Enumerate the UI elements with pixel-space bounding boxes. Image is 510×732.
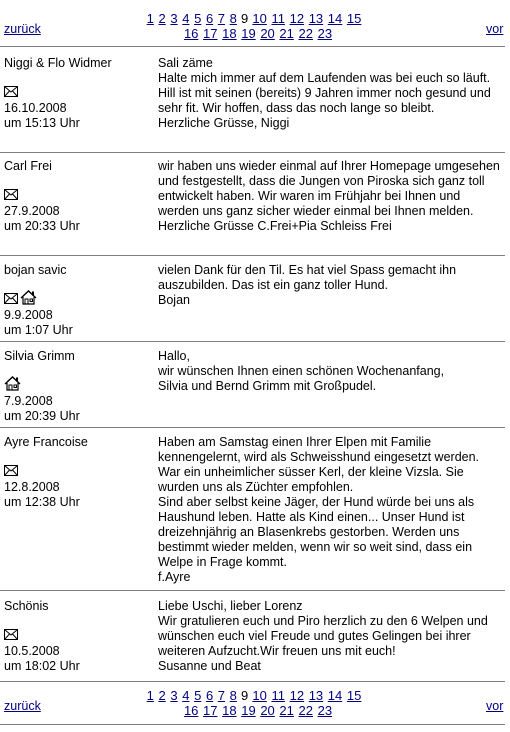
contact-icons — [4, 186, 149, 204]
page-links — [0, 688, 510, 718]
page-link-2[interactable]: 2 — [158, 688, 166, 703]
page-link-5[interactable]: 5 — [194, 688, 202, 703]
page-link-16[interactable]: 16 — [183, 26, 199, 41]
mail-icon[interactable] — [4, 86, 18, 97]
page-link-10[interactable]: 10 — [252, 688, 267, 703]
author-name: Ayre Francoise — [4, 435, 88, 449]
author-name: Silvia Grimm — [4, 349, 75, 363]
entry-meta — [4, 56, 149, 131]
message-paragraph: Herzliche Grüsse, Niggi — [158, 116, 290, 130]
divider — [0, 427, 505, 428]
page-link-13[interactable]: 13 — [308, 688, 324, 703]
page-link-19[interactable]: 19 — [241, 26, 256, 41]
page-links — [0, 11, 510, 41]
message-paragraph: wir haben uns wieder einmal auf Ihrer Homepage umgesehen und festgestellt, dass die Jungen von Piroska sich ganz toll entwickelt haben. Wir waren im Frühjahr bei Ihnen und werden uns ganz sicher wieder einmal bei Ihnen melden. — [158, 159, 504, 218]
page-row-2 — [6, 703, 510, 718]
entry-meta — [4, 435, 149, 510]
current-page-number: 9 — [241, 11, 249, 26]
page-link-3[interactable]: 3 — [170, 688, 178, 703]
page-link-8[interactable]: 8 — [229, 688, 237, 703]
message-paragraph: Susanne und Beat — [158, 659, 261, 673]
page-link-19[interactable]: 19 — [241, 703, 256, 718]
page-row-2 — [6, 26, 510, 41]
message-paragraph: Halte mich immer auf dem Laufenden was bei euch so läuft. — [158, 71, 491, 85]
page-link-15[interactable]: 15 — [346, 688, 362, 703]
contact-icons — [4, 462, 149, 480]
entry-time: um 1:07 Uhr — [4, 323, 73, 337]
page-link-12[interactable]: 12 — [289, 688, 305, 703]
mail-icon[interactable] — [4, 465, 18, 476]
divider — [0, 724, 505, 725]
entry-date: 16.10.2008 — [4, 101, 67, 115]
divider — [0, 341, 505, 342]
entry-time: um 15:13 Uhr — [4, 116, 80, 130]
mail-icon[interactable] — [4, 189, 18, 200]
page-link-7[interactable]: 7 — [217, 688, 226, 703]
entry-time: um 12:38 Uhr — [4, 495, 80, 509]
mail-icon[interactable] — [4, 629, 18, 640]
entry-meta — [4, 599, 149, 674]
back-link[interactable]: zurück — [4, 22, 41, 36]
author-name: bojan savic — [4, 263, 67, 277]
message-paragraph: Hallo, — [158, 349, 190, 363]
entry-time: um 18:02 Uhr — [4, 659, 80, 673]
back-link[interactable]: zurück — [4, 699, 41, 713]
divider — [0, 255, 505, 256]
page-link-8[interactable]: 8 — [229, 11, 237, 26]
message-paragraph: f.Ayre — [158, 570, 191, 584]
home-icon[interactable] — [4, 376, 21, 391]
contact-icons — [4, 376, 149, 394]
message-paragraph: vielen Dank für den Til. Es hat viel Spass gemacht ihn auszubilden. Das ist ein ganz toller Hund. — [158, 263, 460, 292]
author-name: Carl Frei — [4, 159, 52, 173]
mail-icon[interactable] — [4, 293, 18, 304]
forward-link[interactable]: vor — [486, 22, 504, 36]
page-link-17[interactable]: 17 — [203, 26, 218, 41]
entry-message — [158, 599, 503, 674]
page-link-7[interactable]: 7 — [217, 11, 226, 26]
page-link-6[interactable]: 6 — [205, 688, 214, 703]
page-link-5[interactable]: 5 — [194, 11, 202, 26]
contact-icons — [4, 83, 149, 101]
message-paragraph: Silvia und Bernd Grimm mit Großpudel. — [158, 379, 377, 393]
page-link-11[interactable]: 11 — [271, 688, 285, 703]
page-row-1 — [0, 688, 510, 703]
page-link-16[interactable]: 16 — [183, 703, 199, 718]
divider — [0, 681, 505, 682]
page-link-13[interactable]: 13 — [308, 11, 324, 26]
message-paragraph: Bojan — [158, 293, 190, 307]
divider — [0, 152, 505, 153]
entry-time: um 20:33 Uhr — [4, 219, 80, 233]
author-name: Niggi & Flo Widmer — [4, 56, 112, 70]
page-link-2[interactable]: 2 — [158, 11, 166, 26]
forward-link[interactable]: vor — [486, 699, 504, 713]
page-row-1 — [0, 11, 510, 26]
author-name: Schönis — [4, 599, 49, 613]
page-link-22[interactable]: 22 — [298, 703, 313, 718]
page-link-6[interactable]: 6 — [205, 11, 214, 26]
contact-icons — [4, 626, 149, 644]
page-link-3[interactable]: 3 — [170, 11, 178, 26]
pager-top — [0, 11, 510, 51]
page-link-21[interactable]: 21 — [279, 26, 294, 41]
message-paragraph: Sali zäme — [158, 56, 213, 70]
page-link-20[interactable]: 20 — [260, 26, 275, 41]
page-link-18[interactable]: 18 — [222, 703, 237, 718]
current-page-number: 9 — [241, 688, 249, 703]
page-link-23[interactable]: 23 — [317, 703, 333, 718]
page-link-17[interactable]: 17 — [203, 703, 218, 718]
message-paragraph: Hill ist mit seinen (bereits) 9 Jahren immer noch gesund und sehr fit. Wir hoffen, dass das noch lange so bleibt. — [158, 86, 495, 115]
page-link-1[interactable]: 1 — [146, 688, 154, 703]
entry-meta — [4, 263, 149, 338]
message-paragraph: Haben am Samstag einen Ihrer Elpen mit Familie kennengelernt, wird als Schweisshund eingesetzt werden. War ein unheimlicher süsser Kerl, der kleine Vizsla. Sie wurden uns als Züchter empfohlen. — [158, 435, 483, 494]
entry-date: 10.5.2008 — [4, 644, 60, 658]
page-link-15[interactable]: 15 — [346, 11, 362, 26]
entry-message — [158, 435, 503, 585]
entry-time: um 20:39 Uhr — [4, 409, 80, 423]
divider — [0, 46, 505, 47]
entry-date: 7.9.2008 — [4, 394, 53, 408]
divider — [0, 590, 505, 591]
page-link-18[interactable]: 18 — [222, 26, 237, 41]
pager-bottom — [0, 688, 510, 728]
contact-icons — [4, 290, 149, 308]
page-link-10[interactable]: 10 — [252, 11, 267, 26]
entry-message — [158, 263, 503, 308]
page-link-14[interactable]: 14 — [327, 11, 343, 26]
page-link-22[interactable]: 22 — [298, 26, 313, 41]
page-link-21[interactable]: 21 — [279, 703, 294, 718]
page-link-11[interactable]: 11 — [271, 11, 285, 26]
entry-date: 12.8.2008 — [4, 480, 60, 494]
message-paragraph: Sind aber selbst keine Jäger, der Hund würde bei uns als Haushund leben. Hatte als Kind einen... Unser Hund ist dreizehnjährig an Blasenkrebs gestorben. Werden uns bestimmt wieder melden, wenn wir so weit sind, dass ein Welpe in Frage kommt. — [158, 495, 478, 569]
message-paragraph: wir wünschen Ihnen einen schönen Wochenanfang, — [158, 364, 445, 378]
page-link-12[interactable]: 12 — [289, 11, 305, 26]
message-paragraph: Wir gratulieren euch und Piro herzlich zu den 6 Welpen und wünschen euch viel Freude und gutes Gelingen bei ihrer weiteren Aufzucht.Wir freuen uns mit euch! — [158, 614, 492, 658]
home-icon[interactable] — [20, 290, 37, 305]
entry-message — [158, 349, 503, 394]
entry-message — [158, 56, 503, 131]
message-paragraph: Liebe Uschi, lieber Lorenz — [158, 599, 303, 613]
entry-meta — [4, 349, 149, 424]
page-link-4[interactable]: 4 — [182, 11, 190, 26]
entry-date: 27.9.2008 — [4, 204, 60, 218]
entry-message — [158, 159, 503, 234]
page-link-23[interactable]: 23 — [317, 26, 333, 41]
page-link-1[interactable]: 1 — [146, 11, 154, 26]
page-link-20[interactable]: 20 — [260, 703, 275, 718]
page-link-14[interactable]: 14 — [327, 688, 343, 703]
message-paragraph: Herzliche Grüsse C.Frei+Pia Schleiss Frei — [158, 219, 392, 233]
entry-meta — [4, 159, 149, 234]
page-link-4[interactable]: 4 — [182, 688, 190, 703]
entry-date: 9.9.2008 — [4, 308, 53, 322]
